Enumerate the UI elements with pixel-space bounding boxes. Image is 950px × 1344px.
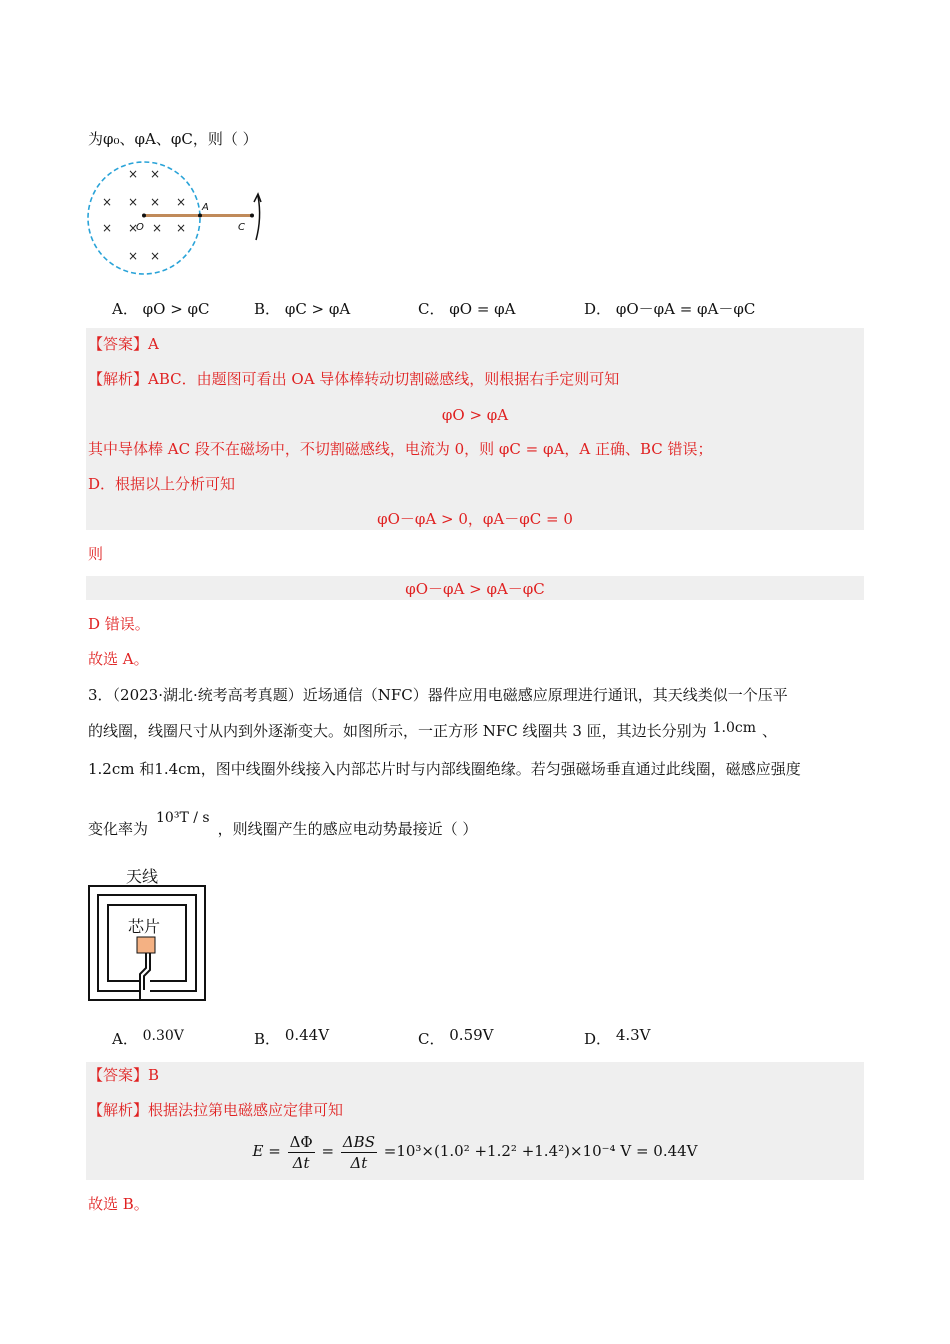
chip-label: 芯片 [128, 917, 161, 936]
analysis-line-5: D 错误。 [88, 615, 150, 633]
question-stem-tail: 为φ₀、φA、φC，则（ ） [88, 130, 258, 148]
cross-mark: × [128, 195, 139, 209]
cross-mark: × [128, 167, 139, 181]
q3-option-a[interactable]: A． 0.30V [112, 1028, 184, 1048]
answer-line: 【答案】A [88, 335, 159, 353]
cross-mark: × [150, 167, 161, 181]
q3-line-1: 3．（2023·湖北·统考高考真题）近场通信（NFC）器件应用电磁感应原理进行通讯，其天线类似一个压平 [88, 686, 788, 704]
q3-option-d[interactable]: D． 4.3V [584, 1026, 651, 1048]
analysis-line-3: D．根据以上分析可知 [88, 475, 236, 493]
cross-mark: × [128, 221, 139, 235]
analysis-line-2: 其中导体棒 AC 段不在磁场中，不切割磁感线，电流为 0，则 φC = φA，A 正确、BC 错误； [88, 440, 713, 458]
cross-mark: × [128, 249, 139, 263]
q3-line-2: 的线圈，线圈尺寸从内到外逐渐变大。如图所示，一正方形 NFC 线圈共 3 匝，其边长分别为 1.0cm 、 [88, 720, 778, 740]
q3-option-b[interactable]: B． 0.44V [254, 1026, 330, 1048]
rate-value: 10³T / s [156, 810, 210, 826]
cross-mark: × [102, 221, 113, 235]
option-b[interactable]: B． φC > φA [254, 300, 351, 318]
equation-1: φO > φA [441, 406, 509, 424]
answer-band [86, 328, 864, 530]
analysis-line-1: 【解析】ABC．由题图可看出 OA 导体棒转动切割磁感线，则根据右手定则可知 [88, 370, 620, 388]
q3-line-4: 变化率为10³T / s，则线圈产生的感应电动势最接近（ ） [88, 810, 478, 838]
faraday-formula: E = $\frac{\Delta\Phi}{\Delta t}$ = $\frac{\text{ΔBS}}{\Delta t}$ =10³×(1.0² +1.2² +1.4²)×10⁻⁴ V = 0.44V [252, 1132, 698, 1172]
cross-mark: × [152, 221, 163, 235]
label-a: A [202, 202, 209, 213]
antenna-label: 天线 [126, 867, 159, 886]
analysis-line-4: 则 [88, 545, 104, 563]
label-c: C [238, 222, 245, 233]
q3-answer-line: 【答案】B [88, 1066, 160, 1084]
q3-conclusion: 故选 B。 [88, 1195, 149, 1213]
option-a[interactable]: A． φO > φC [112, 300, 210, 318]
equation-3: φO－φA > φA－φC [405, 580, 545, 598]
equation-2: φO－φA > 0，φA－φC = 0 [377, 510, 573, 528]
q3-analysis-line: 【解析】根据法拉第电磁感应定律可知 [88, 1101, 344, 1119]
cross-mark: × [150, 249, 161, 263]
nfc-antenna-figure [86, 862, 210, 1004]
magnetic-field-figure [86, 160, 276, 276]
cross-mark: × [176, 221, 187, 235]
label-o: O [136, 222, 144, 233]
conclusion: 故选 A。 [88, 650, 149, 668]
q3-line-3: 1.2cm 和1.4cm，图中线圈外线接入内部芯片时与内部线圈绝缘。若匀强磁场垂直通过此线圈，磁感应强度 [88, 760, 801, 778]
option-c[interactable]: C． φO = φA [418, 300, 516, 318]
option-d[interactable]: D． φO－φA = φA－φC [584, 300, 756, 318]
cross-mark: × [102, 195, 113, 209]
q3-option-c[interactable]: C． 0.59V [418, 1026, 494, 1048]
cross-mark: × [150, 195, 161, 209]
cross-mark: × [176, 195, 187, 209]
